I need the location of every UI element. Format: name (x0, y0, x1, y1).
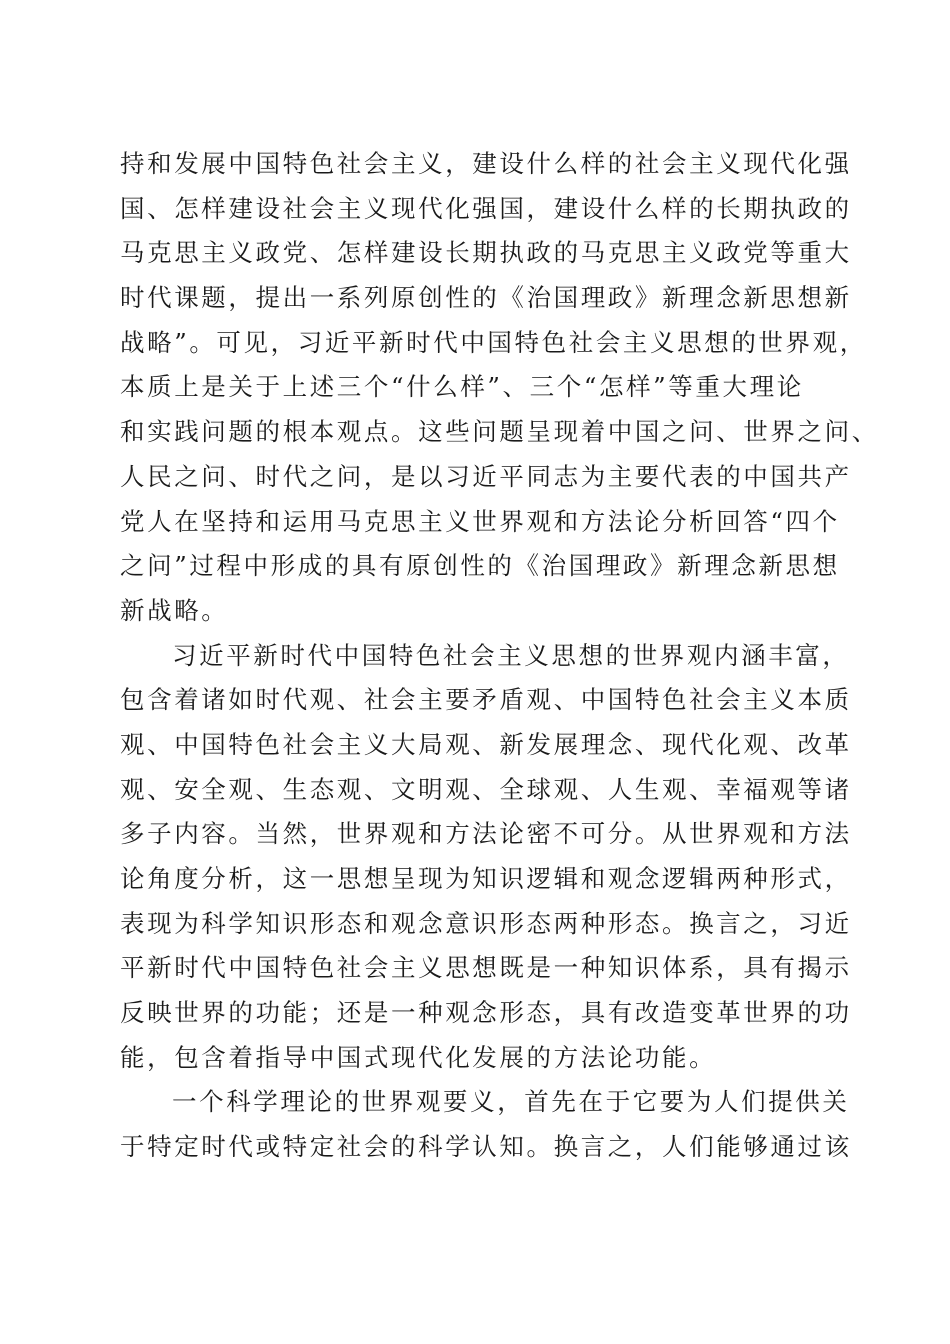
text-line: 新战略。 (120, 595, 229, 625)
text-line: 国、怎样建设社会主义现代化强国，建设什么样的长期执政的 (120, 193, 852, 223)
text-line: 马克思主义政党、怎样建设长期执政的马克思主义政党等重大 (120, 238, 852, 268)
text-line: 和实践问题的根本观点。这些问题呈现着中国之问、世界之问、 (120, 417, 879, 447)
text-line: 之问”过程中形成的具有原创性的《治国理政》新理念新思想 (120, 551, 840, 581)
body-text (120, 142, 879, 1170)
text-line: 包含着诸如时代观、社会主要矛盾观、中国特色社会主义本质 (120, 685, 852, 715)
paragraph-first-line: 一个科学理论的世界观要义，首先在于它要为人们提供关 (172, 1087, 850, 1117)
text-line: 观、安全观、生态观、文明观、全球观、人生观、幸福观等诸 (120, 774, 852, 804)
text-line: 于特定时代或特定社会的科学认知。换言之，人们能够通过该 (120, 1132, 852, 1162)
text-line: 表现为科学知识形态和观念意识形态两种形态。换言之，习近 (120, 908, 852, 938)
text-line: 多子内容。当然，世界观和方法论密不可分。从世界观和方法 (120, 819, 852, 849)
text-line: 本质上是关于上述三个“什么样”、三个“怎样”等重大理论 (120, 372, 804, 402)
text-line: 党人在坚持和运用马克思主义世界观和方法论分析回答“四个 (120, 506, 840, 536)
text-line: 能，包含着指导中国式现代化发展的方法论功能。 (120, 1042, 717, 1072)
text-line: 人民之问、时代之问，是以习近平同志为主要代表的中国共产 (120, 461, 852, 491)
text-line: 战略”。可见，习近平新时代中国特色社会主义思想的世界观， (120, 327, 867, 357)
text-line: 持和发展中国特色社会主义，建设什么样的社会主义现代化强 (120, 149, 852, 178)
text-line: 平新时代中国特色社会主义思想既是一种知识体系，具有揭示 (120, 953, 852, 983)
text-line: 观、中国特色社会主义大局观、新发展理念、现代化观、改革 (120, 729, 852, 759)
text-line: 反映世界的功能；还是一种观念形态，具有改造变革世界的功 (120, 998, 852, 1028)
paragraph-first-line: 习近平新时代中国特色社会主义思想的世界观内涵丰富， (172, 640, 850, 670)
text-line: 论角度分析，这一思想呈现为知识逻辑和观念逻辑两种形式， (120, 864, 852, 893)
text-line: 时代课题，提出一系列原创性的《治国理政》新理念新思想新 (120, 283, 852, 313)
